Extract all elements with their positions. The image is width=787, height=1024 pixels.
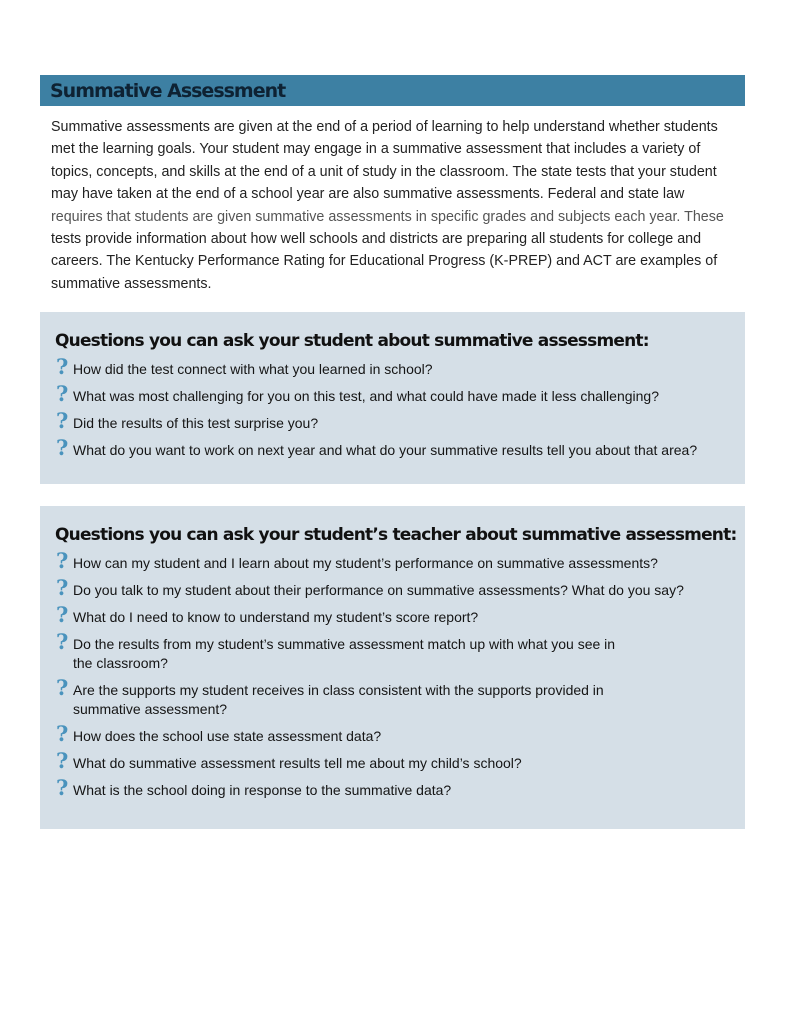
section-header-bar <box>40 75 745 106</box>
question-text: Did the results of this test surprise you? <box>73 415 319 431</box>
question-text: What do summative assessment results tell me about my child’s school? <box>73 755 522 771</box>
question-item <box>56 381 697 406</box>
question-item <box>56 748 684 773</box>
question-mark-icon: ? <box>56 748 69 773</box>
question-text: How can my student and I learn about my student’s performance on summative assessments? <box>73 555 658 571</box>
intro-line: careers. The Kentucky Performance Rating for Educational Progress (K-PREP) and ACT are examples of <box>51 253 718 270</box>
question-mark-icon: ? <box>56 575 69 600</box>
question-item <box>56 548 684 573</box>
question-mark-icon: ? <box>56 435 69 460</box>
question-text: What do I need to know to understand my student’s score report? <box>73 609 479 625</box>
question-mark-icon: ? <box>56 629 69 654</box>
intro-line: requires that students are given summative assessments in specific grades and subjects each year. These <box>51 208 724 225</box>
question-text: What was most challenging for you on this test, and what could have made it less challenging? <box>73 388 659 404</box>
intro-line: met the learning goals. Your student may engage in a summative assessment that includes a variety of <box>51 141 701 158</box>
intro-line: summative assessments. <box>51 275 212 292</box>
question-item <box>56 602 684 627</box>
teacher-questions-title: Questions you can ask your student’s teacher about summative assessment: <box>55 525 737 545</box>
student-questions-title: Questions you can ask your student about summative assessment: <box>55 331 649 351</box>
question-text: How did the test connect with what you learned in school? <box>73 361 433 377</box>
question-item <box>56 354 697 379</box>
question-text-continued: the classroom? <box>73 655 168 671</box>
question-item <box>56 775 684 800</box>
intro-line: may have taken at the end of a school year are also summative assessments. Federal and state law <box>51 186 685 203</box>
question-mark-icon: ? <box>56 602 69 627</box>
question-mark-icon: ? <box>56 381 69 406</box>
section-title: Summative Assessment <box>50 80 286 102</box>
question-mark-icon: ? <box>56 775 69 800</box>
question-item <box>56 675 684 719</box>
question-item <box>56 629 684 673</box>
question-text-continued: summative assessment? <box>73 701 228 717</box>
question-text: How does the school use state assessment data? <box>73 728 382 744</box>
intro-line: topics, concepts, and skills at the end of a unit of study in the classroom. The state tests that your student <box>51 163 717 180</box>
question-text: What is the school doing in response to the summative data? <box>73 782 452 798</box>
question-item <box>56 575 684 600</box>
teacher-questions-panel <box>40 506 745 829</box>
question-mark-icon: ? <box>56 721 69 746</box>
question-item <box>56 721 684 746</box>
question-mark-icon: ? <box>56 354 69 379</box>
question-text: Are the supports my student receives in class consistent with the supports provided in <box>73 682 604 698</box>
question-mark-icon: ? <box>56 408 69 433</box>
question-item <box>56 408 697 433</box>
question-text: What do you want to work on next year and what do your summative results tell you about that area? <box>73 442 698 458</box>
intro-line: Summative assessments are given at the end of a period of learning to help understand whether students <box>51 119 718 135</box>
question-mark-icon: ? <box>56 675 69 700</box>
student-questions-list <box>56 354 698 468</box>
intro-paragraph <box>51 116 741 295</box>
student-questions-panel <box>40 312 745 484</box>
intro-line: tests provide information about how well schools and districts are preparing all students for college and <box>51 231 702 248</box>
question-mark-icon: ? <box>56 548 69 573</box>
question-item <box>56 435 698 460</box>
question-text: Do the results from my student’s summative assessment match up with what you see in <box>73 636 616 652</box>
question-text: Do you talk to my student about their performance on summative assessments? What do you say? <box>73 582 684 598</box>
teacher-questions-list <box>56 548 684 808</box>
